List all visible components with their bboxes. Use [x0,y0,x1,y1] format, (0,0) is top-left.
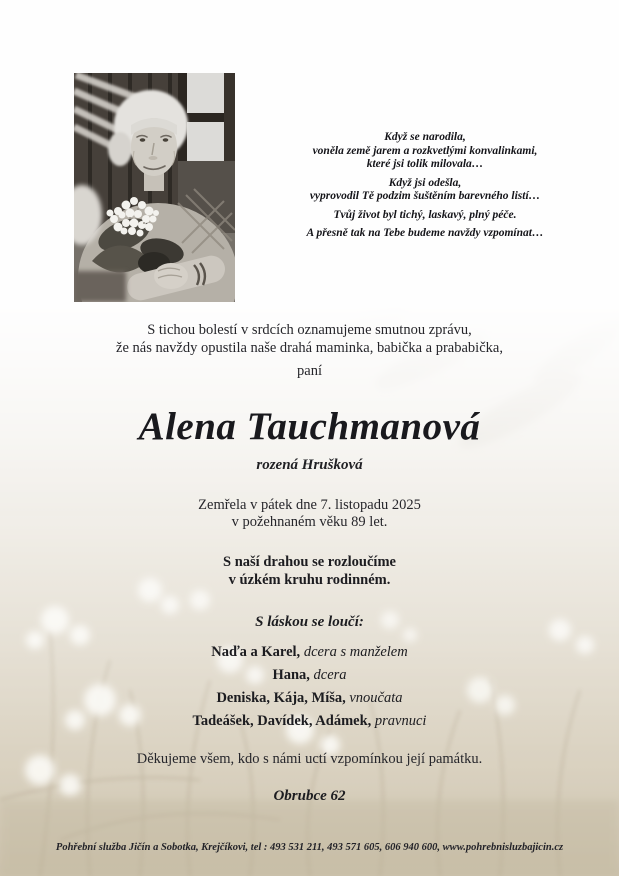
mourner-row [0,687,619,710]
poem-line: A přesně tak na Tebe budeme navždy vzpomínat… [306,227,544,239]
farewell-line: v úzkém kruhu rodinném. [228,571,391,588]
mourner-relation: dcera s manželem [303,644,408,660]
mourner-names: Naďa a Karel, [211,644,301,660]
thanks-line: Děkujeme všem, kdo s námi uctí vzpomínkou její památku. [136,751,483,767]
announcement-title-word: paní [297,363,322,379]
portrait-photo [74,73,235,302]
funeral-home-footer: Pohřební služba Jičín a Sobotka, Krejčíkovi, tel : 493 531 211, 493 571 605, 606 940 600, www.pohrebnisluzbajicin.cz [55,842,564,853]
mourner-relation: vnoučata [349,690,403,706]
poem-line: Když se narodila, [384,131,466,143]
mourner-relation: pravnuci [374,713,427,729]
mourner-row [0,710,619,733]
mourner-row [0,664,619,687]
poem-line: voněla země jarem a rozkvetlými konvalinkami, [312,144,538,157]
mourners-list [0,641,619,733]
poem-line: vyprovodil Tě podzim šuštěním barevného listí… [309,190,541,202]
death-announcement [0,322,619,381]
mourner-names: Tadeášek, Davídek, Adámek, [192,713,372,729]
maiden-name: rozená Hrušková [256,457,363,473]
mourners-heading: S láskou se loučí: [255,614,364,630]
mourner-names: Deniska, Kája, Míša, [216,690,346,706]
mourner-names: Hana, [272,667,310,683]
death-info-line: v požehnaném věku 89 let. [231,514,388,530]
poem-line: Tvůj život byl tichý, laskavý, plný péče. [333,208,517,221]
death-info-line: Zemřela v pátek dne 7. listopadu 2025 [198,497,421,513]
farewell-notice [0,554,619,589]
mourner-row [0,641,619,664]
death-info [0,497,619,531]
poem-line: které jsi tolik milovala… [366,158,484,170]
announcement-line: že nás navždy opustila naše drahá maminka, babička a prababička, [116,339,503,356]
memorial-poem [240,131,610,241]
mourner-relation: dcera [313,667,347,683]
deceased-name: Alena Tauchmanová [138,405,481,448]
poem-line: Když jsi odešla, [388,176,462,189]
address-line: Obrubce 62 [273,788,346,804]
farewell-line: S naší drahou se rozloučíme [223,554,396,570]
announcement-line: S tichou bolestí v srdcích oznamujeme smutnou zprávu, [147,322,472,338]
